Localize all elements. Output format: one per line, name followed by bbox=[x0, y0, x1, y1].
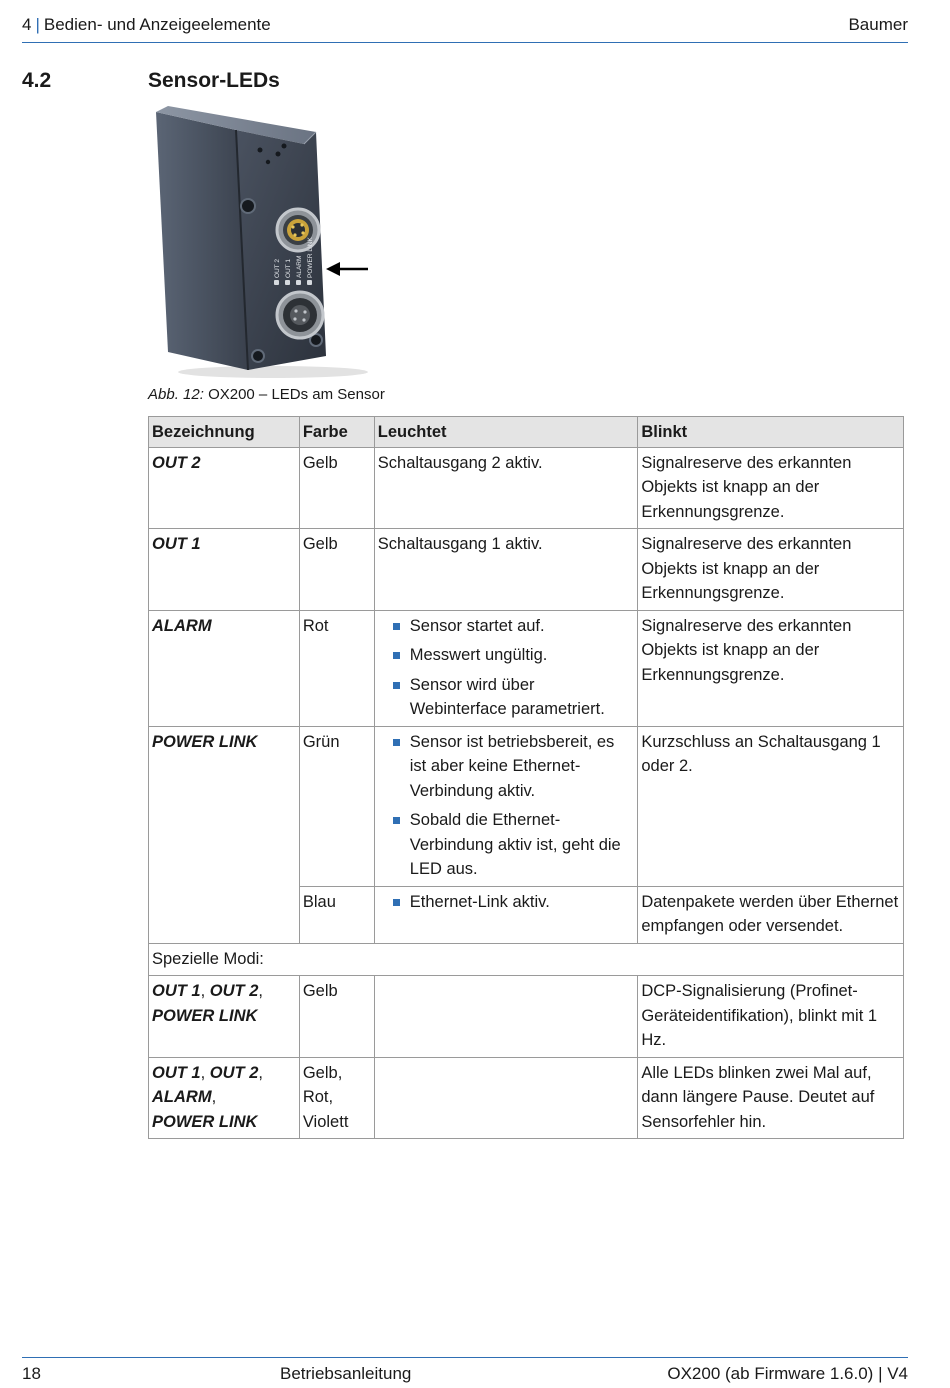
page-number: 18 bbox=[22, 1364, 41, 1383]
row-lit: Schaltausgang 1 aktiv. bbox=[374, 529, 638, 611]
table-row bbox=[149, 943, 904, 976]
row-name: OUT 1, OUT 2, ALARM, POWER LINK bbox=[149, 1057, 300, 1139]
list-item: Messwert ungültig. bbox=[388, 643, 635, 668]
list-item: Sensor ist betriebsbereit, es ist aber keine Ethernet-Verbindung aktiv. bbox=[388, 730, 635, 804]
table-row bbox=[149, 726, 904, 886]
row-blinks: Alle LEDs blinken zwei Mal auf, dann längere Pause. Deutet auf Sensorfehler hin. bbox=[638, 1057, 904, 1139]
list-item: Sensor wird über Webinterface parametriert. bbox=[388, 673, 635, 722]
row-blinks: Signalreserve des erkannten Objekts ist knapp an der Erkennungsgrenze. bbox=[638, 529, 904, 611]
led-label-out1: OUT 1 bbox=[285, 258, 292, 278]
row-color: Blau bbox=[299, 886, 374, 943]
row-blinks: Signalreserve des erkannten Objekts ist knapp an der Erkennungsgrenze. bbox=[638, 447, 904, 529]
row-blinks: Datenpakete werden über Ethernet empfangen oder versendet. bbox=[638, 886, 904, 943]
sensor-photo bbox=[148, 100, 388, 380]
row-color: Rot bbox=[299, 610, 374, 726]
row-color: Gelb bbox=[299, 447, 374, 529]
table-row bbox=[149, 610, 904, 726]
row-lit bbox=[374, 886, 638, 943]
row-lit: Schaltausgang 2 aktiv. bbox=[374, 447, 638, 529]
row-lit bbox=[374, 610, 638, 726]
table-header-row bbox=[149, 417, 904, 448]
row-name: POWER LINK bbox=[149, 726, 300, 943]
row-blinks: DCP-Signalisierung (Profinet-Geräteidentifikation), blinkt mit 1 Hz. bbox=[638, 976, 904, 1058]
list-item: Sensor startet auf. bbox=[388, 614, 635, 639]
row-color: Grün bbox=[299, 726, 374, 886]
led-label-alarm: ALARM bbox=[296, 255, 303, 278]
sensor-side bbox=[156, 112, 248, 370]
page-header bbox=[22, 12, 908, 43]
row-name: OUT 2 bbox=[149, 447, 300, 529]
row-blinks: Signalreserve des erkannten Objekts ist knapp an der Erkennungsgrenze. bbox=[638, 610, 904, 726]
section-number: 4.2 bbox=[22, 69, 52, 92]
header-blinks: Blinkt bbox=[638, 417, 904, 448]
arrow-icon bbox=[326, 262, 368, 276]
row-color: Gelb, Rot, Violett bbox=[299, 1057, 374, 1139]
page-footer bbox=[22, 1357, 908, 1388]
row-name: OUT 1 bbox=[149, 529, 300, 611]
list-item: Ethernet-Link aktiv. bbox=[388, 890, 635, 915]
table-row bbox=[149, 976, 904, 1058]
row-name: ALARM bbox=[149, 610, 300, 726]
row-color: Gelb bbox=[299, 529, 374, 611]
special-modes-label: Spezielle Modi: bbox=[149, 943, 904, 976]
caption-text: OX200 – LEDs am Sensor bbox=[208, 386, 385, 403]
led-table bbox=[148, 416, 904, 1139]
row-name: OUT 1, OUT 2, POWER LINK bbox=[149, 976, 300, 1058]
row-blinks: Kurzschluss an Schaltausgang 1 oder 2. bbox=[638, 726, 904, 886]
figure-caption bbox=[148, 386, 385, 403]
table-row bbox=[149, 1057, 904, 1139]
led-label-out2: OUT 2 bbox=[274, 258, 281, 278]
row-color: Gelb bbox=[299, 976, 374, 1058]
connector-bottom bbox=[277, 292, 323, 338]
table-row bbox=[149, 529, 904, 611]
header-brand: Baumer bbox=[848, 15, 908, 34]
doc-type: Betriebsanleitung bbox=[280, 1364, 412, 1383]
caption-label: Abb. 12: bbox=[148, 386, 204, 403]
header-chapter: 4 | Bedien- und Anzeigeelemente bbox=[22, 15, 271, 34]
product-version: OX200 (ab Firmware 1.6.0) | V4 bbox=[667, 1364, 908, 1383]
header-color: Farbe bbox=[299, 417, 374, 448]
list-item: Sobald die Ethernet-Verbindung aktiv ist, geht die LED aus. bbox=[388, 808, 635, 882]
row-lit bbox=[374, 1057, 638, 1139]
row-lit bbox=[374, 976, 638, 1058]
header-chapter-title: Bedien- und Anzeigeelemente bbox=[43, 15, 271, 34]
header-designation: Bezeichnung bbox=[149, 417, 300, 448]
section-title: Sensor-LEDs bbox=[148, 69, 280, 92]
row-lit bbox=[374, 726, 638, 886]
table-row bbox=[149, 447, 904, 529]
header-lit: Leuchtet bbox=[374, 417, 638, 448]
led-label-power-link: POWER LINK bbox=[307, 237, 314, 278]
